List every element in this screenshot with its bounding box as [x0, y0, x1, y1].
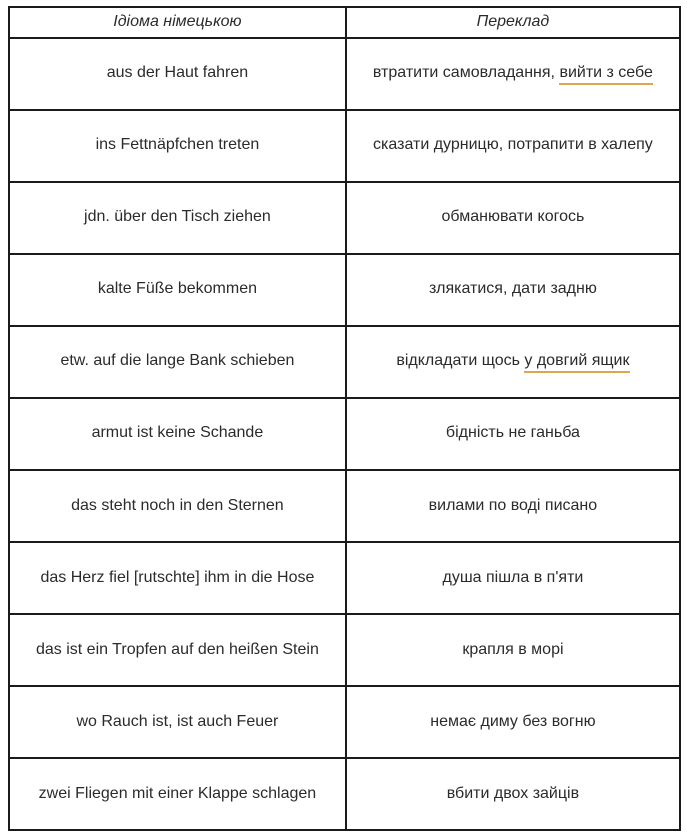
column-header-german-idiom: Ідіома німецькою [9, 7, 346, 38]
translation-text: злякатися, дати задню [428, 280, 597, 298]
table-row [9, 398, 680, 470]
idiom-text: etw. auf die lange Bank schieben [60, 352, 295, 370]
translation-cell [346, 758, 680, 830]
table-row [9, 614, 680, 686]
idiom-text: ins Fettnäpfchen treten [95, 136, 260, 154]
translation-text: відкладати щось [396, 352, 525, 370]
column-header-translation: Переклад [346, 7, 680, 38]
idiom-cell [9, 614, 346, 686]
idiom-text: aus der Haut fahren [106, 64, 249, 82]
translation-text: крапля в морі [462, 640, 564, 658]
idiom-text: das steht noch in den Sternen [71, 496, 284, 514]
translation-cell [346, 110, 680, 182]
idiom-text: wo Rauch ist, ist auch Feuer [76, 712, 279, 730]
idiom-text: das Herz fiel [rutschte] ihm in die Hose [40, 568, 315, 586]
idiom-cell [9, 470, 346, 542]
idiom-text: armut ist keine Schande [91, 424, 264, 442]
idiom-cell [9, 110, 346, 182]
header-row [9, 7, 680, 38]
translation-text: вбити двох зайців [446, 784, 580, 802]
table-row [9, 110, 680, 182]
translation-cell [346, 614, 680, 686]
table-row [9, 758, 680, 830]
idiom-cell [9, 686, 346, 758]
translation-text: душа пішла в п'яти [442, 568, 584, 586]
translation-cell [346, 542, 680, 614]
translation-text: бідність не ганьба [445, 424, 580, 442]
idiom-cell [9, 542, 346, 614]
translation-text: немає диму без вогню [430, 712, 596, 730]
translation-text: сказати дурницю, потрапити в халепу [373, 136, 653, 154]
idiom-cell [9, 182, 346, 254]
translation-cell [346, 38, 680, 110]
translation-underlined-text: вийти з себе [559, 64, 652, 85]
idiom-text: jdn. über den Tisch ziehen [84, 208, 271, 226]
translation-underlined-text: у довгий ящик [524, 352, 629, 373]
table-row [9, 470, 680, 542]
translation-cell [346, 686, 680, 758]
idioms-table [8, 6, 681, 831]
idiom-cell [9, 758, 346, 830]
translation-text: обманювати когось [441, 208, 585, 226]
idiom-cell [9, 38, 346, 110]
table-body [9, 38, 680, 830]
idiom-cell [9, 254, 346, 326]
table-row [9, 542, 680, 614]
table-row [9, 38, 680, 110]
translation-cell [346, 470, 680, 542]
translation-cell [346, 398, 680, 470]
table-row [9, 182, 680, 254]
translation-text: втратити самовладання, [372, 64, 560, 82]
translation-cell [346, 254, 680, 326]
idiom-text: das ist ein Tropfen auf den heißen Stein [35, 640, 319, 658]
idiom-text: zwei Fliegen mit einer Klappe schlagen [38, 784, 317, 802]
translation-cell [346, 182, 680, 254]
table-row [9, 326, 680, 398]
idiom-cell [9, 326, 346, 398]
idiom-text: kalte Füße bekommen [97, 280, 257, 298]
table-row [9, 686, 680, 758]
idiom-cell [9, 398, 346, 470]
table-row [9, 254, 680, 326]
translation-cell [346, 326, 680, 398]
translation-text: вилами по воді писано [428, 496, 598, 514]
